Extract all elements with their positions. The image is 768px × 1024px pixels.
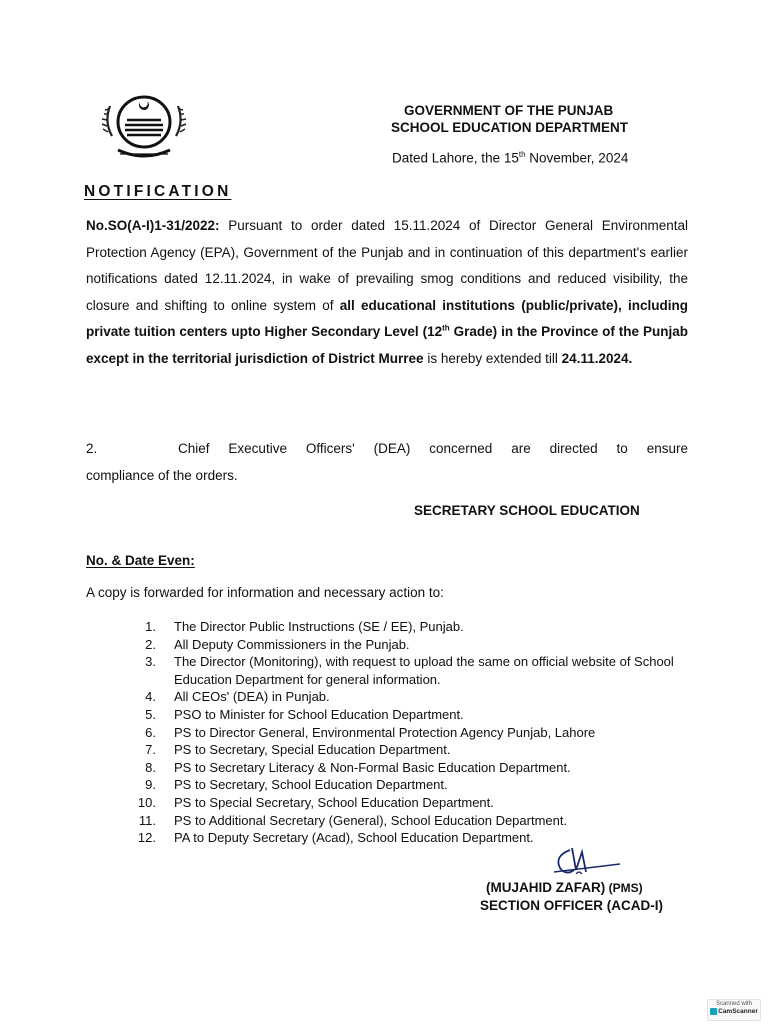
- document-date: Dated Lahore, the 15th November, 2024: [392, 150, 629, 166]
- list-item: 4. All CEOs' (DEA) in Punjab.: [145, 689, 330, 705]
- header-department: SCHOOL EDUCATION DEPARTMENT: [391, 120, 629, 135]
- paragraph-number: 2.: [86, 441, 98, 456]
- list-item: 12. PA to Deputy Secretary (Acad), School Education Department.: [137, 830, 534, 846]
- list-item: 9. PS to Secretary, School Education Department.: [145, 777, 448, 793]
- copy-forwarded-line: A copy is forwarded for information and necessary action to:: [86, 585, 444, 600]
- list-item: 8. PS to Secretary Literacy & Non-Formal Basic Education Department.: [145, 759, 571, 775]
- no-date-even-heading: No. & Date Even:: [86, 553, 195, 568]
- list-item: 11. PS to Additional Secretary (General), School Education Department.: [138, 812, 568, 828]
- list-item: 6. PS to Director General, Environmental Protection Agency Punjab, Lahore: [145, 724, 596, 740]
- distribution-list: [116, 618, 696, 847]
- camscanner-icon: [710, 1008, 717, 1015]
- list-item: 3. The Director (Monitoring), with request to upload the same on official website of School Education Department for general information.: [145, 654, 674, 687]
- header-government: GOVERNMENT OF THE PUNJAB: [404, 103, 614, 118]
- list-item: 2. All Deputy Commissioners in the Punjab.: [145, 636, 410, 652]
- list-item: 7. PS to Secretary, Special Education Department.: [145, 742, 451, 758]
- camscanner-badge: Scanned with CamScanner: [707, 999, 761, 1021]
- secretary-signatory: SECRETARY SCHOOL EDUCATION: [414, 503, 640, 518]
- notification-paragraph-2: 2. Chief Executive Officers' (DEA) concerned are directed to ensure compliance of the orders.: [86, 435, 688, 489]
- list-item: 5. PSO to Minister for School Education Department.: [145, 706, 464, 722]
- reference-number: No.SO(A-I)1-31/2022:: [86, 218, 220, 233]
- notification-paragraph-1: No.SO(A-I)1-31/2022: Pursuant to order dated 15.11.2024 of Director General Environmental Protection Agency (EPA), Government of the Punjab and in continuation of this department's earlier notifications dated 12.11.2024, in wake of prevailing smog conditions and reduced visibility, the closure and shifting to online system of all educational institutions (public/private), including private tuition centers upto Higher Secondary Level (12th Grade) in the Province of the Punjab except in the territorial jurisdiction of District Murree is hereby extended till 24.11.2024.: [86, 218, 688, 366]
- list-item: 10. PS to Special Secretary, School Education Department.: [137, 794, 494, 810]
- notification-title: NOTIFICATION: [84, 183, 232, 200]
- list-item: 1. The Director Public Instructions (SE / EE), Punjab.: [145, 619, 464, 634]
- punjab-emblem-logo: [98, 92, 190, 164]
- signatory-title: SECTION OFFICER (ACAD-I): [480, 898, 663, 913]
- signatory-name: (MUJAHID ZAFAR) (PMS): [486, 880, 643, 895]
- handwritten-signature: [546, 842, 626, 882]
